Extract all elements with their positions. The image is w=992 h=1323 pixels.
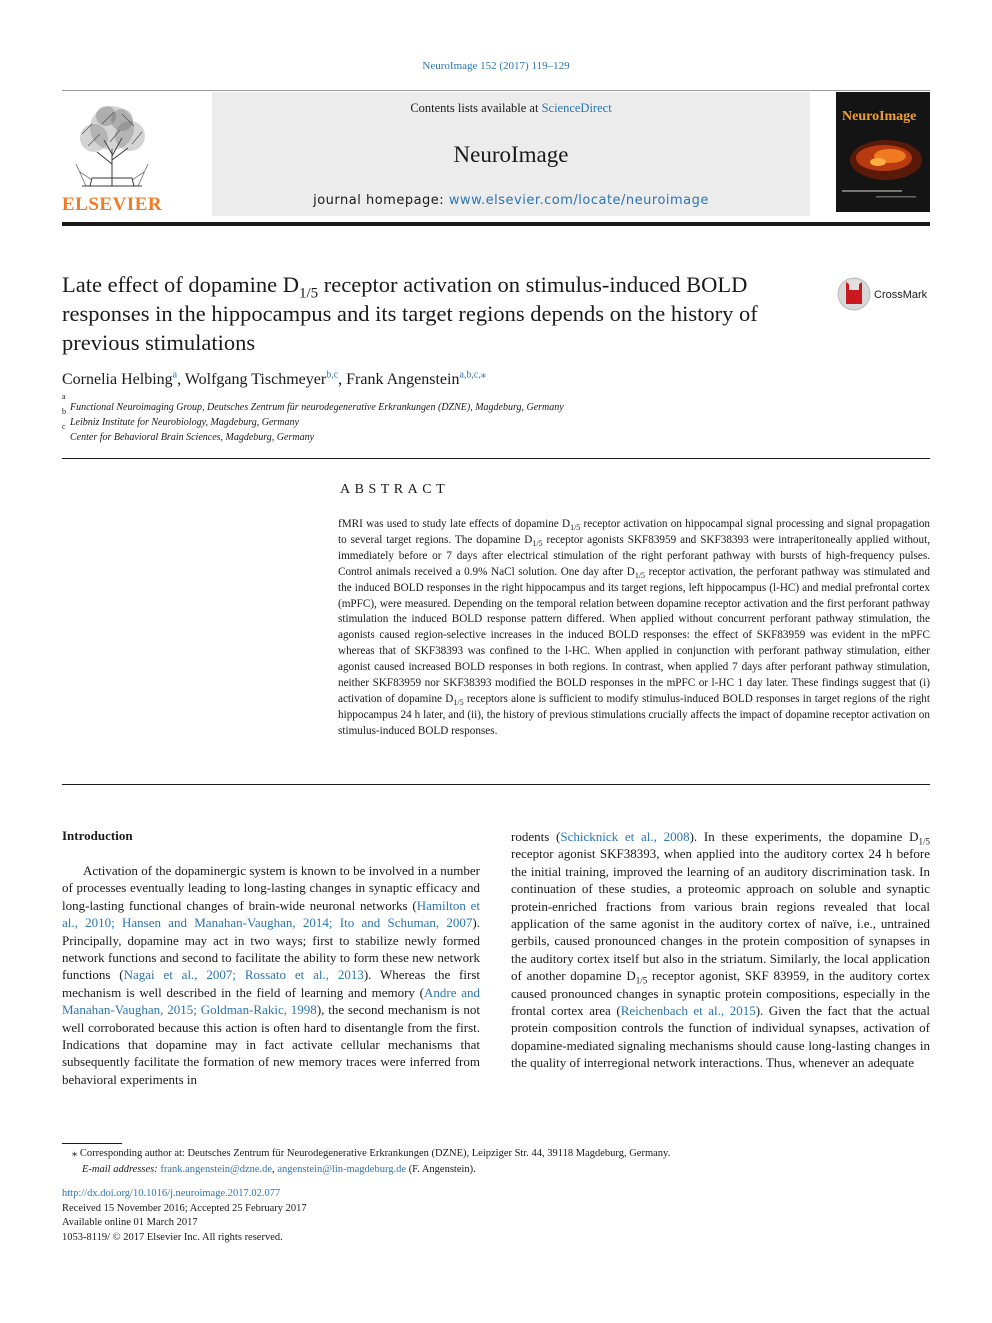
author-name: Cornelia Helbing [62,371,173,388]
journal-citation-link[interactable]: NeuroImage 152 (2017) 119–129 [422,60,570,72]
homepage-link[interactable]: www.elsevier.com/locate/neuroimage [448,193,709,208]
sciencedirect-link[interactable]: ScienceDirect [541,101,612,115]
cover-title: NeuroImage [842,109,917,124]
abstract-heading: ABSTRACT [340,482,450,497]
body-column-right: rodents (Schicknick et al., 2008). In these experiments, the dopamine $D_{1/5}$ receptor agonist SKF38393, when applied into the auditory cortex 24 h before the initial training, improved the learning of an auditory discrimination task. In continuation of these studies, a proteomic approach on soluble and synaptic protein-enriched fractions from various brain regions revealed that local application of the same agonist in the auditory cortex of naïve, i.e., untrained gerbils, caused pronounced changes in the protein composition of synapses in the auditory cortex itself but also in the striatum. Similarly, the local application of another dopamine $D_{1/5}$ receptor agonist, SKF 83959, in the auditory cortex caused pronounced changes in synaptic protein compositions, especially in the frontal cortex area (Reichenbach et al., 2015). Given the fact that the actual protein composition controls the function of individual synapses, activation of dopamine-mediated signaling mechanisms should cause long-lasting changes in the quality of interregional network interactions. Thus, whenever an adequate [511,829,931,1071]
email-addresses: E-mail addresses: frank.angenstein@dzne.de, angenstein@lin-magdeburg.de (F. Angenstein). [82,1163,476,1175]
citation-link[interactable]: Reichenbach et al., 2015 [620,1003,756,1019]
author-name: Wolfgang Tischmeyer [184,371,327,388]
affiliation-list [62,392,922,445]
affiliation-item: c Center for Behavioral Brain Sciences, Magdeburg, Germany [62,422,315,443]
doi-link[interactable]: http://dx.doi.org/10.1016/j.neuroimage.2017.02.077 [62,1188,281,1199]
body-paragraph: Activation of the dopaminergic system is known to be involved in a number of processes eventually leading to long-lasting changes in synaptic efficacy and long-lasting functional changes of brain-wide neuronal networks (Hamilton et al., 2010; Hansen and Manahan-Vaughan, 2014; Ito and Schuman, 2007). Principally, dopamine may act in two ways; first to stabilize newly formed network functions and second to facilitate the ability to form these new network functions (Nagai et al., 2007; Rossato et al., 2013). Whereas the first mechanism is well described in the field of learning and memory (Andre and Manahan-Vaughan, 2015; Goldman-Rakic, 1998), the second mechanism is not well corroborated because this action is often hard to disentangle from the first. Indications that dopamine may in fact activate cellular mechanisms that subsequently facilitate the formation of new memory traces were inferred from behavioral experiments in [62,863,480,1087]
journal-cover-image[interactable] [836,92,930,212]
crossmark-icon [836,274,932,314]
article-info [62,1187,662,1245]
citation-link[interactable]: Andre and Manahan-Vaughan, 2015; Goldman-Rakic, 1998 [62,984,480,1018]
author-affiliation-link[interactable]: a [172,369,178,381]
journal-homepage [212,193,810,208]
copyright-notice: 1053-8119/ © 2017 Elsevier Inc. All rights reserved. [62,1231,283,1243]
affiliation-item: b Leibniz Institute for Neurobiology, Magdeburg, Germany [62,407,299,428]
citation-link[interactable]: Nagai et al., 2007; Rossato et al., 2013 [123,967,364,983]
elsevier-wordmark: ELSEVIER [62,194,163,215]
header-divider [62,90,930,91]
email-link[interactable]: frank.angenstein@dzne.de [160,1163,273,1175]
section-heading-introduction: Introduction [62,828,133,843]
contents-line [212,101,810,116]
masthead-bottom-rule [62,222,930,226]
corresponding-author-note: ⁎ Corresponding author at: Deutsches Zentrum für Neurodegenerative Erkrankungen (DZNE), Leipziger Str. 44, 39118 Magdeburg, Germany. [72,1148,671,1159]
citation-link[interactable]: Schicknick et al., 2008 [560,829,690,844]
received-accepted-dates: Received 15 November 2016; Accepted 25 February 2017 [62,1202,307,1214]
footnotes [62,1146,930,1177]
author-affiliation-link[interactable]: a,b,c,⁎ [459,369,486,381]
section-divider [62,784,930,785]
article-title: Late effect of dopamine $D_{1/5}$ receptor activation on stimulus-induced BOLD responses in the hippocampus and its target regions depends on the history of previous stimulations [62,272,758,355]
svg-text:CrossMark: CrossMark [874,289,928,301]
brain-cover-graphic [836,92,930,212]
contents-prefix: Contents lists available at [410,101,542,115]
author-separator: , [177,371,185,388]
abstract-body: fMRI was used to study late effects of dopamine $D_{1/5}$ receptor activation on hippocampal signal processing and signal propagation to several target regions. The dopamine $D_{1/5}$ receptor agonists SKF83959 and SKF38393 were intraperitoneally applied without, immediately before or 7 days after electrical stimulation of the right perforant pathway with bursts of high-frequency pulses. Control animals received a 0.9% NaCl solution. One day after $D_{1/5}$ receptor activation, the perforant pathway was stimulated and the induced BOLD responses in the right hippocampus and its target regions, left hippocampus (l-HC) and medial prefrontal cortex (mPFC), were measured. Depending on the temporal relation between dopamine receptor activation and the first perforant pathway stimulation the induced BOLD response pattern differed. When applied without concurrent perforant pathway stimulation, the agonists caused region-selective increases in the induced BOLD responses: the effect of SKF83959 was evident in the mPFC whereas that of SKF38393 was confined to the l-HC. When applied in conjunction with perforant pathway stimulation, either agonist caused increased BOLD responses in both regions. In contrast, when applied 7 days after perforant pathway stimulation, neither SKF83959 nor SKF38393 modified the BOLD responses in the mPFC or l-HC 1 day later. These findings suggest that (i) activation of dopamine $D_{1/5}$ receptors alone is sufficient to modify stimulus-induced BOLD responses in target regions of the right hippocampus 24 h later, and (ii), the history of previous stimulations crucially affects the impact of dopamine receptor activation on stimulus-induced BOLD responses. [338,518,931,737]
homepage-prefix: journal homepage: [313,193,449,208]
author-separator: , [338,371,347,388]
author-affiliation-link[interactable]: b,c [326,369,339,381]
citation-link[interactable]: Hamilton et al., 2010; Hansen and Manahan-Vaughan, 2014; Ito and Schuman, 2007 [62,897,480,931]
section-divider [62,458,930,459]
body-column-left [62,862,480,1088]
crossmark-badge[interactable] [836,274,932,314]
author-name: Frank Angenstein [346,371,460,388]
email-link[interactable]: angenstein@lin-magdeburg.de [277,1163,407,1175]
affiliation-item: a Functional Neuroimaging Group, Deutsches Zentrum für neurodegenerative Erkrankungen (DZNE), Magdeburg, Germany [62,392,564,413]
footnote-rule [62,1143,122,1144]
available-online-date: Available online 01 March 2017 [62,1217,198,1228]
journal-name: NeuroImage [453,142,569,167]
author-list [62,371,882,389]
